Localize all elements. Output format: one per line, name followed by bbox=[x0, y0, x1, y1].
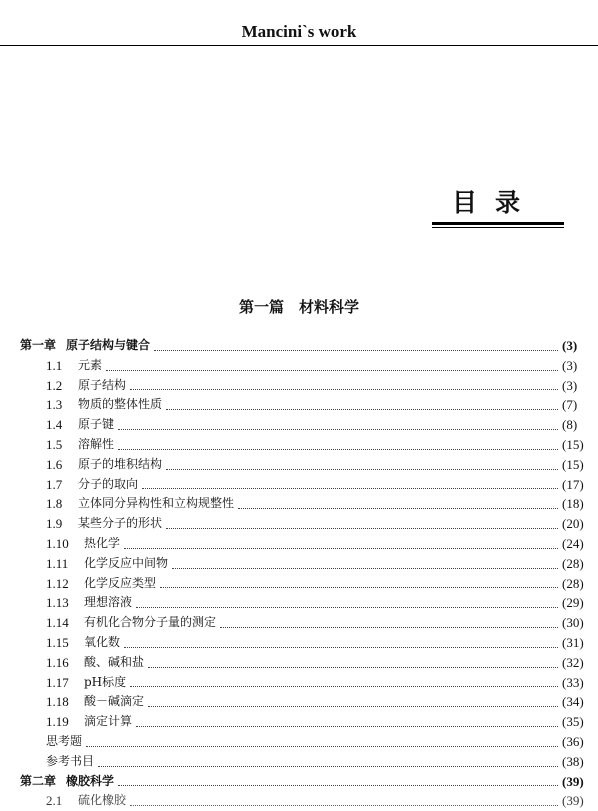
page-number: (8) bbox=[562, 417, 578, 433]
section-number: 1.6 bbox=[46, 456, 63, 472]
leader-dots bbox=[118, 428, 558, 430]
toc-section[interactable] bbox=[0, 534, 598, 554]
toc-section[interactable] bbox=[0, 613, 598, 633]
toc-section[interactable] bbox=[0, 593, 598, 613]
chapter-number: 第一章 bbox=[20, 338, 57, 352]
page-header bbox=[0, 0, 598, 46]
section-number: 1.11 bbox=[46, 555, 69, 571]
section-title: 原子的堆积结构 bbox=[78, 456, 163, 471]
leader-dots bbox=[136, 725, 558, 727]
page-number: (3) bbox=[562, 377, 578, 393]
leader-dots bbox=[154, 349, 558, 351]
leader-dots bbox=[130, 804, 558, 806]
section-title: 立体同分异构性和立构规整性 bbox=[78, 496, 235, 511]
leader-dots bbox=[124, 547, 558, 549]
toc-section[interactable] bbox=[0, 475, 598, 495]
leader-dots bbox=[130, 388, 558, 390]
leader-dots bbox=[160, 586, 558, 588]
page-number: (28) bbox=[562, 575, 584, 591]
chapter-number: 第二章 bbox=[20, 773, 57, 788]
page-number: (15) bbox=[562, 456, 584, 472]
section-number: 1.7 bbox=[46, 476, 63, 492]
section-title: 分子的取向 bbox=[78, 476, 139, 491]
page-number: (29) bbox=[562, 595, 584, 611]
section-title: 某些分子的形状 bbox=[78, 516, 163, 531]
page-number: (18) bbox=[562, 496, 584, 512]
section-number: 1.18 bbox=[46, 694, 69, 710]
section-number: 1.13 bbox=[46, 595, 69, 611]
section-title: 氧化数 bbox=[84, 634, 121, 649]
leader-dots bbox=[148, 705, 558, 707]
section-number: 1.14 bbox=[46, 615, 69, 631]
toc-exercises[interactable] bbox=[0, 732, 598, 752]
toc-section[interactable] bbox=[0, 455, 598, 475]
leader-dots bbox=[98, 765, 558, 767]
section-title: 热化学 bbox=[84, 535, 121, 550]
toc-section[interactable] bbox=[0, 574, 598, 594]
toc-section[interactable] bbox=[0, 692, 598, 712]
leader-dots bbox=[106, 369, 558, 371]
page-number: (33) bbox=[562, 674, 584, 690]
section-title: 元素 bbox=[78, 357, 103, 372]
page-number: (17) bbox=[562, 476, 584, 492]
leader-dots bbox=[136, 606, 558, 608]
toc-section[interactable] bbox=[0, 712, 598, 732]
page-number: (39) bbox=[562, 773, 584, 789]
toc-section[interactable] bbox=[0, 633, 598, 653]
table-of-contents bbox=[0, 336, 598, 811]
section-number: 1.19 bbox=[46, 714, 69, 730]
toc-section[interactable] bbox=[0, 791, 598, 811]
section-number: 1.8 bbox=[46, 496, 63, 512]
section-title: 化学反应中间物 bbox=[84, 555, 169, 570]
page-number: (20) bbox=[562, 516, 584, 532]
section-title: 酸、碱和盐 bbox=[84, 654, 145, 669]
toc-section[interactable] bbox=[0, 514, 598, 534]
section-title: 酸－碱滴定 bbox=[84, 694, 145, 709]
toc-chapter[interactable] bbox=[0, 336, 598, 356]
section-title: 溶解性 bbox=[78, 436, 115, 451]
section-title: 滴定计算 bbox=[84, 714, 133, 729]
section-title: 有机化合物分子量的测定 bbox=[84, 615, 217, 630]
section-number: 1.5 bbox=[46, 436, 63, 452]
chapter-title: 橡胶科学 bbox=[66, 773, 115, 788]
toc-section[interactable] bbox=[0, 554, 598, 574]
section-number: 1.1 bbox=[46, 357, 63, 373]
page-number: (24) bbox=[562, 535, 584, 551]
page-number: (35) bbox=[562, 714, 584, 730]
toc-chapter[interactable] bbox=[0, 772, 598, 792]
toc-section[interactable] bbox=[0, 653, 598, 673]
page-number: (3) bbox=[562, 357, 578, 373]
toc-section[interactable] bbox=[0, 673, 598, 693]
section-number: 1.3 bbox=[46, 397, 63, 413]
section-number: 1.17 bbox=[46, 674, 69, 690]
heading-rule bbox=[432, 222, 564, 228]
leader-dots bbox=[130, 685, 558, 687]
page-number: (15) bbox=[562, 436, 584, 452]
section-number: 1.10 bbox=[46, 535, 69, 551]
toc-heading: 目录 bbox=[451, 188, 538, 217]
toc-section[interactable] bbox=[0, 376, 598, 396]
section-title: 原子键 bbox=[78, 417, 115, 432]
section-title: 硫化橡胶 bbox=[78, 793, 127, 808]
toc-section[interactable] bbox=[0, 415, 598, 435]
section-title: pH标度 bbox=[84, 674, 127, 689]
leader-dots bbox=[124, 646, 558, 648]
leader-dots bbox=[142, 487, 558, 489]
leader-dots bbox=[118, 448, 558, 450]
section-title: 原子结构 bbox=[78, 377, 127, 392]
page-number: (3) bbox=[562, 338, 578, 353]
exercises-title: 思考题 bbox=[46, 733, 83, 748]
leader-dots bbox=[220, 626, 558, 628]
page-number: (7) bbox=[562, 397, 578, 413]
toc-section[interactable] bbox=[0, 494, 598, 514]
section-title: 化学反应类型 bbox=[84, 575, 157, 590]
page-number: (39) bbox=[562, 793, 584, 809]
section-number: 1.12 bbox=[46, 575, 69, 591]
part-title: 第一篇 材料科学 bbox=[238, 298, 359, 316]
section-number: 1.9 bbox=[46, 516, 63, 532]
page-number: (28) bbox=[562, 555, 584, 571]
section-number: 1.15 bbox=[46, 634, 69, 650]
leader-dots bbox=[166, 527, 558, 529]
section-title: 物质的整体性质 bbox=[78, 397, 163, 412]
leader-dots bbox=[238, 507, 558, 509]
page-number: (30) bbox=[562, 615, 584, 631]
toc-section[interactable] bbox=[0, 435, 598, 455]
page-number: (31) bbox=[562, 634, 584, 650]
leader-dots bbox=[148, 666, 558, 668]
leader-dots bbox=[118, 784, 558, 786]
leader-dots bbox=[172, 567, 558, 569]
toc-section[interactable] bbox=[0, 356, 598, 376]
page-number: (32) bbox=[562, 654, 584, 670]
references-title: 参考书目 bbox=[46, 753, 95, 768]
leader-dots bbox=[86, 745, 558, 747]
leader-dots bbox=[166, 408, 558, 410]
section-number: 1.4 bbox=[46, 417, 63, 433]
page-number: (38) bbox=[562, 753, 584, 769]
section-number: 2.1 bbox=[46, 793, 63, 809]
section-title: 理想溶液 bbox=[84, 595, 133, 610]
section-number: 1.2 bbox=[46, 377, 63, 393]
page-number: (34) bbox=[562, 694, 584, 710]
section-number: 1.16 bbox=[46, 654, 69, 670]
page-number: (36) bbox=[562, 733, 584, 749]
toc-references[interactable] bbox=[0, 752, 598, 772]
chapter-title: 原子结构与键合 bbox=[66, 338, 151, 352]
leader-dots bbox=[166, 468, 558, 470]
header-title: Mancini`s work bbox=[241, 22, 357, 41]
toc-section[interactable] bbox=[0, 395, 598, 415]
